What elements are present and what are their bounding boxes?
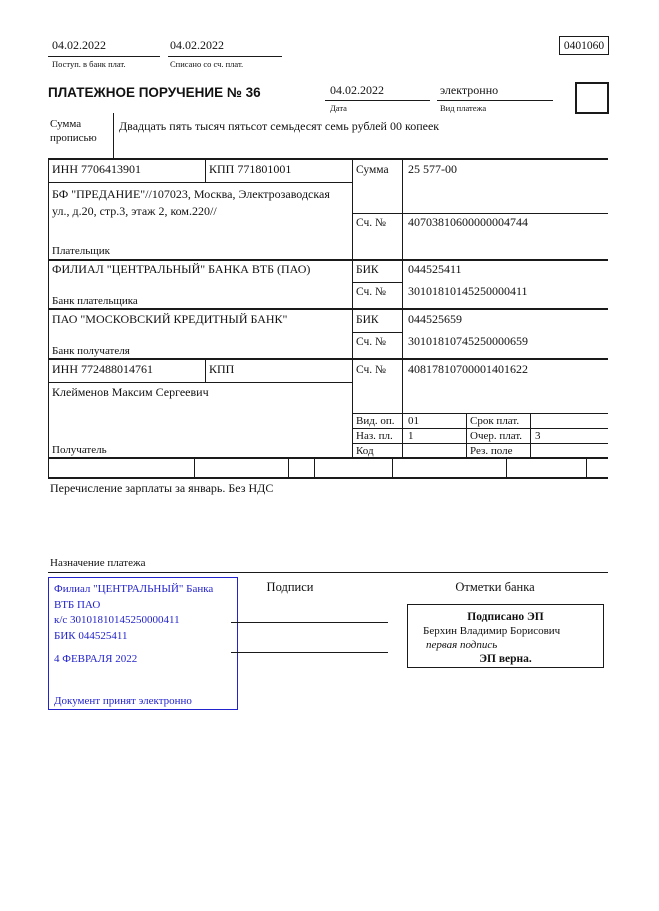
payee-innkpp-divider [205,358,206,382]
payee-bank-account-value: 30101810745250000659 [408,334,528,348]
optable-border-2 [352,428,608,429]
date-debited-value: 04.02.2022 [170,38,224,52]
priority-value: 3 [535,430,541,442]
esign-status: ЭП верна. [479,653,532,665]
doc-date-value: 04.02.2022 [330,83,384,97]
payeebank-bik-border [352,332,402,333]
esign-subtitle: первая подпись [426,639,498,651]
payee-account-label: Сч. № [356,364,387,376]
payee-account-value: 40817810700001401622 [408,362,528,376]
purpose-code-label: Наз. пл. [356,430,393,442]
doc-date-underline [325,100,430,101]
esign-name: Берхин Владимир Борисович [423,625,561,637]
payee-bank-account-label: Сч. № [356,336,387,348]
payee-bank-name: ПАО "МОСКОВСКИЙ КРЕДИТНЫЙ БАНК" [52,312,288,326]
amount-words-divider [113,113,114,159]
form-code: 0401060 [563,39,605,52]
payer-label: Плательщик [52,245,110,257]
payee-label: Получатель [52,444,107,456]
optable-divider-1 [466,413,467,458]
payee-innkpp-border [48,382,352,383]
doc-date-label: Дата [330,103,347,113]
table-divider-main [352,158,353,458]
payer-name: БФ "ПРЕДАНИЕ"//107023, Москва, Электрозаводская ул., д.20, стр.3, этаж 2, ком.220// [52,187,330,218]
payment-kind-value: электронно [440,83,499,97]
payee-kpp: КПП [209,362,235,376]
table-border-bottom [48,477,608,479]
amount-words-label: Сумма прописью [50,118,97,144]
payeebank-section-border [48,358,608,360]
document-title: ПЛАТЕЖНОЕ ПОРУЧЕНИЕ № 36 [48,85,261,100]
fields-row-divider-4 [392,457,393,478]
amount-label: Сумма [356,164,389,176]
op-type-label: Вид. оп. [356,415,395,427]
bank-stamp-date: 4 ФЕВРАЛЯ 2022 [54,653,138,665]
amount-words-value: Двадцать пять тысяч пятьсот семьдесят семь рублей 00 копеек [119,119,440,133]
date-received-label: Поступ. в банк плат. [52,59,126,69]
date-received-underline [48,56,160,57]
signatures-header: Подписи [266,580,314,594]
purpose-label: Назначение платежа [50,557,146,569]
amount-value: 25 577-00 [408,162,457,176]
payer-kpp: КПП 771801001 [209,162,292,176]
date-debited-underline [168,56,282,57]
bank-stamp-note: Документ принят электронно [54,694,192,707]
date-debited-label: Списано со сч. плат. [170,59,244,69]
payee-section-border [48,457,608,459]
fields-row-divider-1 [194,457,195,478]
payee-inn: ИНН 772488014761 [52,362,153,376]
payer-innkpp-border [48,182,352,183]
payer-bank-bik-value: 044525411 [408,262,462,276]
bank-stamp-line: к/с 30101810145250000411 [54,614,180,626]
payer-inn: ИНН 7706413901 [52,162,141,176]
purpose-text: Перечисление зарплаты за январь. Без НДС [50,481,274,495]
purpose-underline [48,572,608,573]
bank-stamp-line: Филиал "ЦЕНТРАЛЬНЫЙ" Банка [54,583,214,595]
payer-account-value: 40703810600000004744 [408,215,528,229]
esign-box [407,604,604,668]
table-divider-labels [402,158,403,458]
priority-label: Очер. плат. [470,430,523,442]
amount-cell-border [352,213,608,214]
purpose-code-value: 1 [408,430,414,442]
date-received-value: 04.02.2022 [52,38,106,52]
bank-stamp-line: БИК 044525411 [54,629,128,642]
payee-name: Клейменов Максим Сергеевич [52,385,209,399]
payee-bank-bik-value: 044525659 [408,312,462,326]
fields-row-divider-5 [506,457,507,478]
bank-marks-header: Отметки банка [455,580,535,594]
payer-bank-name: ФИЛИАЛ "ЦЕНТРАЛЬНЫЙ" БАНКА ВТБ (ПАО) [52,262,311,276]
payerbank-bik-border [352,282,402,283]
op-type-value: 01 [408,415,419,427]
code-label: Код [356,445,374,457]
bank-stamp-line: ВТБ ПАО [54,598,101,611]
fields-row-divider-2 [288,457,289,478]
optable-divider-2 [530,413,531,458]
payer-bank-account-value: 30101810145250000411 [408,284,528,298]
payer-section-border [48,259,608,261]
payer-bank-label: Банк плательщика [52,295,138,307]
signature-line-2 [231,652,388,653]
payer-innkpp-divider [205,158,206,182]
payerbank-section-border [48,308,608,310]
payee-bank-bik-label: БИК [356,314,379,326]
optable-border-1 [352,413,608,414]
status-field-box [575,82,609,114]
bank-stamp [48,577,238,710]
fields-row-divider-3 [314,457,315,478]
payee-bank-label: Банк получателя [52,345,130,357]
table-border-top [48,158,608,160]
payment-kind-underline [437,100,553,101]
payer-bank-bik-label: БИК [356,264,379,276]
optable-border-3 [352,443,608,444]
reserve-label: Рез. поле [470,445,513,457]
fields-row-divider-6 [586,457,587,478]
payer-bank-account-label: Сч. № [356,286,387,298]
term-label: Срок плат. [470,415,520,427]
table-border-left [48,158,49,479]
esign-title: Подписано ЭП [467,611,544,623]
signature-line-1 [231,622,388,623]
payer-account-label: Сч. № [356,217,387,229]
form-code-box [559,36,609,55]
payment-kind-label: Вид платежа [440,103,487,113]
